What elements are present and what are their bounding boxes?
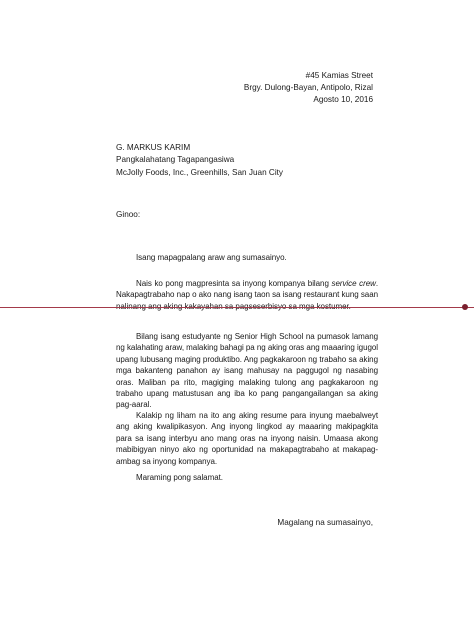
paragraph-1-end: . Nakapagtrabaho nap o ako nang isang taon sa isang restaurant kung saan	[116, 279, 379, 300]
opening-line	[116, 252, 378, 263]
closing: Magalang na sumasainyo,	[277, 518, 373, 527]
address-line-1: #45 Kamias Street	[305, 71, 373, 80]
page-fold-line	[0, 307, 474, 308]
paragraph-3	[116, 410, 378, 467]
fold-marker	[462, 304, 468, 310]
paragraph-2	[116, 331, 378, 411]
paragraph-1-position: service crew	[331, 279, 376, 288]
paragraph-4	[116, 472, 378, 483]
salutation: Ginoo:	[116, 210, 141, 219]
letter-page	[60, 40, 420, 610]
paragraph-3-text: Kalakip ng liham na ito ang aking resume para inyung maebalweyt ang aking kwalipikasyon. Ang inyong lingkod ay maaaring makipagkita para sa isang interbyu ano mang oras na inyong naisin. Umaasa akong mabibigyan ninyo ako ng oportunidad na makapagtrabaho at makapag-ambag sa inyong kompanya.	[116, 411, 378, 466]
sender-address	[244, 70, 373, 106]
address-line-2: Brgy. Dulong-Bayan, Antipolo, Rizal	[243, 83, 373, 92]
opening-text: Isang mapagpalang araw ang sumasainyo.	[136, 253, 287, 262]
recipient-name: G. MARKUS KARIM	[116, 143, 191, 152]
recipient-company: McJolly Foods, Inc., Greenhills, San Juan City	[116, 167, 284, 177]
paragraph-1-start: Nais ko pong magpresinta sa inyong kompanya bilang	[136, 279, 332, 288]
recipient-title: Pangkalahatang Tagapangasiwa	[116, 155, 235, 165]
recipient-block	[116, 142, 283, 179]
paragraph-4-text: Maraming pong salamat.	[136, 473, 223, 482]
letter-date: Agosto 10, 2016	[313, 95, 373, 104]
paragraph-2-text: Bilang isang estudyante ng Senior High School na pumasok lamang ng kalahating araw, malaking bahagi pa ng aking oras ang maaaring igugol upang lubusang maging produktibo. Ang pagkakaroon ng trabaho sa aking mga bakanteng panahon ay isang mahusay na paggugol ng nasabing oras. Maliban pa rito, magiging malaking tulong ang pagkakaroon ng trabaho upang matustusan ang iba ko pang pangangailangan sa aking pag-aaral.	[116, 332, 378, 410]
